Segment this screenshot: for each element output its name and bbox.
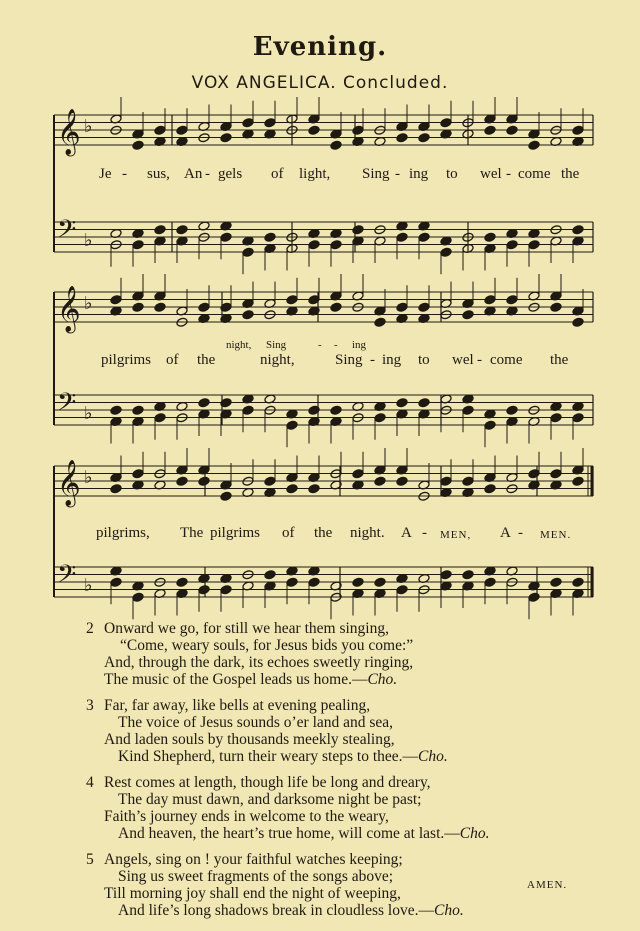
lyric-syllable: the (314, 525, 333, 541)
notehead (374, 317, 386, 327)
notehead (220, 585, 232, 595)
page-title: Evening. (252, 32, 388, 62)
verse-line: Kind Shepherd, turn their weary steps to thee.— (118, 748, 419, 765)
notehead (352, 577, 364, 587)
notehead (176, 225, 188, 235)
verse-line: Angels, sing on ! your faithful watches keeping; (104, 851, 403, 868)
lyric-syllable: to (418, 352, 430, 368)
notehead (154, 125, 166, 135)
notehead (286, 484, 298, 494)
notehead (352, 469, 364, 479)
lyric-small: - (318, 339, 322, 351)
lyric-small: - (334, 339, 338, 351)
lyric-syllable: Je (99, 166, 112, 182)
verse-number: 4 (86, 774, 94, 791)
notehead (374, 476, 386, 486)
notehead (264, 118, 276, 128)
lyric-syllable: - (122, 166, 127, 182)
notehead (242, 118, 254, 128)
notehead (132, 405, 144, 415)
lyric-syllable: - (422, 525, 427, 541)
verse-line: Onward we go, for still we hear them singing, (104, 620, 389, 637)
notehead (374, 577, 386, 587)
lyric-syllable: the (561, 166, 580, 182)
treble-clef-icon: 𝄞 (57, 109, 81, 155)
lyric-syllable: the (197, 352, 216, 368)
notehead (418, 133, 430, 143)
notehead (418, 398, 430, 408)
notehead (308, 484, 320, 494)
notehead (528, 140, 540, 150)
treble-clef-icon: 𝄞 (57, 286, 81, 332)
lyric-syllable: An (184, 166, 203, 182)
flat-sign-icon: ♭ (84, 575, 93, 596)
lyric-syllable: ing (382, 352, 402, 368)
flat-sign-icon: ♭ (84, 293, 93, 314)
notehead (550, 302, 562, 312)
bass-clef-icon: 𝄢 (57, 215, 77, 250)
lyric-syllable: Sing (335, 352, 363, 368)
notehead (154, 225, 166, 235)
tune-subtitle: VOX ANGELICA. Concluded. (191, 73, 449, 93)
notehead (220, 133, 232, 143)
lyric-small: ing (352, 339, 367, 351)
notehead (396, 585, 408, 595)
notehead (506, 240, 518, 250)
notehead (352, 225, 364, 235)
lyric-syllable: to (446, 166, 458, 182)
notehead (418, 302, 430, 312)
notehead (550, 413, 562, 423)
notehead (506, 405, 518, 415)
verse (86, 697, 606, 765)
notehead (462, 476, 474, 486)
notehead (176, 577, 188, 587)
notehead (374, 413, 386, 423)
notehead (154, 413, 166, 423)
lyric-syllable: come (518, 166, 551, 182)
verse-line: And heaven, the heart’s true home, will come at last.— (118, 825, 460, 842)
notehead (572, 225, 584, 235)
notehead (242, 247, 254, 257)
lyric-syllable: A (500, 525, 511, 541)
notehead (132, 592, 144, 602)
notehead (440, 118, 452, 128)
verse-line: Sing us sweet fragments of the songs above; (118, 868, 394, 885)
lyric-syllable: come (490, 352, 523, 368)
lyric-syllable: MEN, (440, 529, 472, 541)
verse-line: Rest comes at length, though life be long and dreary, (104, 774, 431, 791)
lyric-syllable: MEN. (540, 529, 572, 541)
notehead (242, 405, 254, 415)
notehead (484, 295, 496, 305)
notehead (484, 125, 496, 135)
lyric-syllable: light, (299, 166, 331, 182)
verse-line: Faith’s journey ends in welcome to the weary, (104, 808, 389, 825)
notehead (110, 295, 122, 305)
notehead (132, 302, 144, 312)
treble-clef-icon: 𝄞 (57, 460, 81, 506)
notehead (418, 232, 430, 242)
notehead (110, 405, 122, 415)
lyric-syllable: of (271, 166, 284, 182)
closing-amen: AMEN. (527, 879, 568, 891)
notehead (198, 476, 210, 486)
notehead (550, 577, 562, 587)
notehead (440, 570, 452, 580)
lyric-syllable: the (550, 352, 569, 368)
notehead (484, 484, 496, 494)
notehead (110, 577, 122, 587)
notehead (506, 125, 518, 135)
notehead (308, 125, 320, 135)
notehead (396, 302, 408, 312)
chorus-mark: Cho. (433, 902, 464, 919)
chorus-mark: Cho. (459, 825, 490, 842)
notehead (396, 398, 408, 408)
flat-sign-icon: ♭ (84, 230, 93, 251)
lyric-syllable: pilgrims (210, 525, 261, 541)
notehead (330, 240, 342, 250)
notehead (462, 570, 474, 580)
notehead (396, 476, 408, 486)
notehead (484, 577, 496, 587)
notehead (220, 232, 232, 242)
lyric-syllable: wel (480, 166, 502, 182)
notehead (462, 405, 474, 415)
notehead (132, 140, 144, 150)
lyric-syllable: pilgrims (101, 352, 152, 368)
verse-line: Till morning joy shall end the night of weeping, (104, 885, 401, 902)
lyric-syllable: of (166, 352, 179, 368)
notehead (154, 302, 166, 312)
notehead (528, 240, 540, 250)
verse-line: And, through the dark, its echoes sweetly ringing, (104, 654, 414, 671)
notehead (242, 310, 254, 320)
flat-sign-icon: ♭ (84, 467, 93, 488)
bass-clef-icon: 𝄢 (57, 560, 77, 595)
notehead (440, 476, 452, 486)
verse-number: 3 (86, 697, 94, 714)
flat-sign-icon: ♭ (84, 403, 93, 424)
notehead (198, 302, 210, 312)
lyric-syllable: gels (218, 166, 243, 182)
verse-number: 5 (86, 851, 94, 868)
verse (86, 620, 606, 688)
notehead (286, 577, 298, 587)
notehead (550, 469, 562, 479)
lyric-syllable: - (477, 352, 482, 368)
lyric-syllable: - (370, 352, 375, 368)
notehead (396, 133, 408, 143)
notehead (132, 469, 144, 479)
verse-line: “Come, weary souls, for Jesus bids you come:” (120, 637, 414, 654)
notehead (462, 310, 474, 320)
lyric-syllable: - (506, 166, 511, 182)
notehead (308, 577, 320, 587)
verse-line: And laden souls by thousands meekly stealing, (104, 731, 395, 748)
verse (86, 774, 606, 842)
notehead (572, 577, 584, 587)
notehead (484, 420, 496, 430)
lyric-syllable: Sing (362, 166, 390, 182)
lyric-small: Sing (266, 339, 287, 351)
notehead (330, 140, 342, 150)
notehead (286, 420, 298, 430)
lyric-syllable: - (518, 525, 523, 541)
lyric-syllable: sus, (147, 166, 170, 182)
chorus-mark: Cho. (367, 671, 398, 688)
verse-line: Far, far away, like bells at evening pealing, (104, 697, 371, 714)
verse-line: The music of the Gospel leads us home.— (104, 671, 368, 688)
lyric-syllable: night, (260, 352, 295, 368)
lyric-syllable: pilgrims, (96, 525, 150, 541)
notehead (330, 405, 342, 415)
lyric-syllable: wel (452, 352, 474, 368)
lyric-syllable: ing (409, 166, 429, 182)
notehead (572, 125, 584, 135)
lyric-syllable: A (401, 525, 412, 541)
notehead (396, 232, 408, 242)
lyric-syllable: The (180, 525, 204, 541)
verse-line: The voice of Jesus sounds o’er land and sea, (118, 714, 394, 731)
notehead (330, 302, 342, 312)
chorus-mark: Cho. (418, 748, 448, 765)
notehead (132, 240, 144, 250)
notehead (572, 317, 584, 327)
verse-number: 2 (86, 620, 94, 637)
notehead (308, 240, 320, 250)
lyric-small: night, (226, 339, 252, 351)
notehead (528, 469, 540, 479)
notehead (264, 232, 276, 242)
notehead (110, 484, 122, 494)
lyric-syllable: of (282, 525, 295, 541)
notehead (440, 247, 452, 257)
notehead (484, 232, 496, 242)
notehead (198, 585, 210, 595)
notehead (264, 570, 276, 580)
bass-clef-icon: 𝄢 (57, 388, 77, 423)
flat-sign-icon: ♭ (84, 116, 93, 137)
verse-line: The day must dawn, and darksome night be past; (118, 791, 422, 808)
notehead (572, 476, 584, 486)
notehead (352, 125, 364, 135)
notehead (264, 476, 276, 486)
verse-line: And life’s long shadows break in cloudless love.— (118, 902, 434, 919)
notehead (572, 413, 584, 423)
lyric-syllable: - (205, 166, 210, 182)
notehead (506, 295, 518, 305)
notehead (528, 592, 540, 602)
notehead (176, 476, 188, 486)
notehead (286, 295, 298, 305)
notehead (220, 491, 232, 501)
notehead (176, 125, 188, 135)
notehead (198, 398, 210, 408)
lyric-syllable: - (395, 166, 400, 182)
lyric-syllable: night. (350, 525, 385, 541)
